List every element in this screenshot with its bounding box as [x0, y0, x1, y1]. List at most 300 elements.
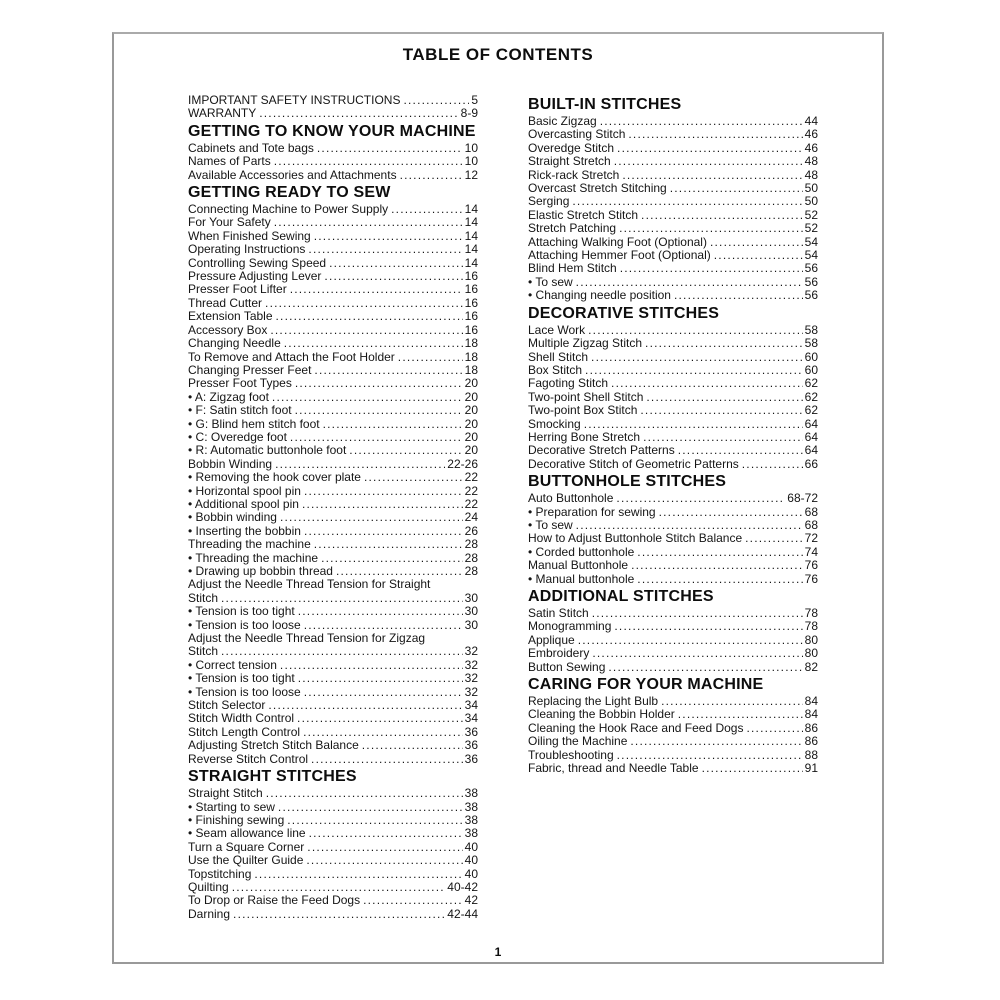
toc-entry: [188, 498, 478, 511]
toc-entry-page-number: 38: [464, 786, 478, 801]
toc-entry-page-number: 20: [464, 389, 478, 404]
toc-entry-page-number: 64: [804, 443, 818, 458]
toc-entry-page-number: 38: [464, 826, 478, 841]
dot-leader: [742, 458, 803, 471]
dot-leader: [614, 620, 802, 633]
toc-entry: [528, 607, 818, 620]
toc-entry-page-number: 80: [804, 646, 818, 661]
toc-entry-label: Overedge Stitch: [528, 140, 615, 155]
dot-leader: [592, 647, 802, 660]
toc-entry-page-number: 82: [804, 659, 818, 674]
toc-entry: [528, 209, 818, 222]
toc-entry: [528, 377, 818, 390]
toc-entry-page-number: 76: [804, 571, 818, 586]
toc-entry-label: Changing Presser Feet: [188, 362, 312, 377]
toc-entry: [528, 364, 818, 377]
dot-leader: [619, 222, 803, 235]
toc-entry-label: Straight Stitch: [188, 786, 263, 801]
dot-leader: [702, 762, 803, 775]
toc-entry-label: Stitch: [188, 644, 219, 659]
toc-entry-page-number: 42-44: [447, 906, 478, 921]
toc-entry-label: Satin Stitch: [528, 606, 589, 620]
toc-entry: [528, 444, 818, 457]
toc-entry-page-number: 60: [804, 362, 818, 377]
toc-entry-page-number: 18: [464, 349, 478, 364]
toc-entry-page-number: 68-72: [787, 491, 818, 506]
toc-entry-label: Adjust the Needle Thread Tension for Zigzag: [188, 631, 426, 646]
toc-columns: [114, 94, 882, 921]
toc-entry-label: Monogramming: [528, 619, 612, 634]
dot-leader: [232, 881, 446, 894]
toc-entry: [188, 632, 478, 645]
toc-entry: [528, 289, 818, 302]
toc-entry-label: • Tension is too loose: [188, 617, 301, 632]
dot-leader: [714, 249, 803, 262]
dot-leader: [304, 485, 463, 498]
dot-leader: [646, 391, 802, 404]
toc-entry-label: Stretch Patching: [528, 221, 617, 236]
toc-entry-page-number: 60: [804, 349, 818, 364]
toc-entry-label: Presser Foot Types: [188, 376, 292, 391]
toc-entry-label: Thread Cutter: [188, 295, 263, 310]
toc-entry: [188, 310, 478, 323]
toc-entry-page-number: 68: [804, 517, 818, 532]
dot-leader: [284, 337, 463, 350]
toc-entry: [188, 814, 478, 827]
toc-entry: [528, 337, 818, 350]
toc-entry-page-number: 14: [464, 202, 478, 217]
toc-entry: [528, 155, 818, 168]
toc-column-left: [188, 94, 478, 921]
toc-entry-label: Cleaning the Hook Race and Feed Dogs: [528, 720, 744, 735]
dot-leader: [585, 364, 803, 377]
toc-entry-label: Stitch Length Control: [188, 724, 301, 739]
toc-entry: [188, 552, 478, 565]
toc-entry: [528, 559, 818, 572]
toc-entry-page-number: 14: [464, 228, 478, 243]
toc-entry: [528, 708, 818, 721]
dot-leader: [584, 418, 803, 431]
toc-entry-label: Fagoting Stitch: [528, 376, 609, 391]
toc-entry-label: IMPORTANT SAFETY INSTRUCTIONS: [188, 93, 401, 107]
toc-entry: [528, 115, 818, 128]
dot-leader: [637, 573, 802, 586]
toc-entry-page-number: 78: [804, 606, 818, 620]
toc-entry: [188, 753, 478, 766]
toc-section-heading: DECORATIVE STITCHES: [528, 304, 720, 322]
dot-leader: [280, 659, 463, 672]
toc-section-heading: GETTING READY TO SEW: [188, 184, 391, 202]
page-title: TABLE OF CONTENTS: [402, 45, 594, 64]
dot-leader: [274, 155, 463, 168]
dot-leader: [622, 169, 802, 182]
toc-entry: [188, 431, 478, 444]
toc-entry: [188, 458, 478, 471]
dot-leader: [576, 519, 803, 532]
toc-entry-label: Shell Stitch: [528, 349, 589, 364]
toc-entry-label: Multiple Zigzag Stitch: [528, 336, 643, 351]
toc-entry-label: • Tension is too loose: [188, 684, 301, 699]
toc-entry: [188, 726, 478, 739]
dot-leader: [290, 431, 463, 444]
toc-entry: [188, 645, 478, 658]
toc-entry-page-number: 68: [804, 504, 818, 519]
footer-page-number: 1: [494, 945, 502, 959]
toc-entry: [188, 659, 478, 672]
dot-leader: [637, 546, 802, 559]
toc-entry-label: • C: Overedge foot: [188, 429, 287, 444]
toc-entry: [188, 712, 478, 725]
toc-entry: [528, 749, 818, 762]
dot-leader: [643, 431, 803, 444]
dot-leader: [314, 364, 462, 377]
toc-entry: [528, 695, 818, 708]
toc-entry: [528, 722, 818, 735]
toc-entry: [528, 735, 818, 748]
dot-leader: [254, 868, 462, 881]
dot-leader: [317, 142, 463, 155]
toc-entry-label: Available Accessories and Attachments: [188, 167, 397, 182]
toc-entry-label: Stitch: [188, 590, 219, 605]
toc-entry-page-number: 52: [804, 221, 818, 236]
toc-entry-page-number: 54: [804, 248, 818, 263]
toc-entry-label: Decorative Stitch of Geometric Patterns: [528, 456, 739, 471]
toc-entry: [188, 324, 478, 337]
toc-entry: [188, 699, 478, 712]
toc-entry-label: When Finished Sewing: [188, 228, 311, 243]
toc-entry-page-number: 8-9: [460, 106, 478, 121]
toc-entry: [188, 672, 478, 685]
toc-entry: [188, 364, 478, 377]
toc-entry-label: Topstitching: [188, 866, 252, 881]
dot-leader: [670, 182, 803, 195]
dot-leader: [620, 262, 803, 275]
toc-entry-page-number: 38: [464, 812, 478, 827]
toc-entry: [528, 661, 818, 674]
toc-entry: [188, 485, 478, 498]
toc-entry-label: Overcasting Stitch: [528, 127, 626, 142]
toc-entry-label: • Correct tension: [188, 657, 277, 672]
dot-leader: [617, 142, 803, 155]
toc-entry-label: For Your Safety: [188, 215, 271, 230]
toc-entry-label: Oiling the Machine: [528, 734, 628, 749]
toc-entry-label: Changing Needle: [188, 336, 281, 351]
toc-entry-label: Adjust the Needle Thread Tension for Straight: [188, 577, 431, 592]
toc-entry-page-number: 14: [464, 215, 478, 230]
toc-entry-page-number: 36: [464, 751, 478, 766]
dot-leader: [659, 506, 803, 519]
toc-entry-page-number: 5: [471, 93, 478, 107]
toc-entry-label: Cabinets and Tote bags: [188, 140, 314, 155]
toc-entry-page-number: 46: [804, 140, 818, 155]
toc-entry-label: Smocking: [528, 416, 581, 431]
toc-entry-label: Use the Quilter Guide: [188, 853, 304, 868]
toc-entry: [188, 827, 478, 840]
toc-entry-page-number: 84: [804, 707, 818, 722]
toc-entry-label: Overcast Stretch Stitching: [528, 181, 667, 196]
toc-entry-page-number: 16: [464, 322, 478, 337]
dot-leader: [221, 645, 463, 658]
toc-entry: [188, 444, 478, 457]
toc-entry-label: Elastic Stretch Stitch: [528, 207, 639, 222]
toc-entry-page-number: 20: [464, 376, 478, 391]
dot-leader: [678, 708, 803, 721]
toc-entry-page-number: 30: [464, 604, 478, 619]
toc-entry: [528, 546, 818, 559]
dot-leader: [576, 276, 803, 289]
toc-entry-label: How to Adjust Buttonhole Stitch Balance: [528, 531, 743, 546]
toc-entry-page-number: 36: [464, 738, 478, 753]
toc-entry: [528, 169, 818, 182]
toc-entry-page-number: 62: [804, 403, 818, 418]
dot-leader: [324, 270, 462, 283]
dot-leader: [304, 525, 463, 538]
dot-leader: [362, 739, 463, 752]
toc-entry-page-number: 32: [464, 644, 478, 659]
toc-entry-label: • Threading the machine: [188, 550, 319, 565]
toc-entry: [188, 418, 478, 431]
dot-leader: [276, 310, 463, 323]
toc-entry-label: Cleaning the Bobbin Holder: [528, 707, 675, 722]
toc-entry-page-number: 50: [804, 194, 818, 209]
toc-entry-label: Threading the machine: [188, 537, 311, 552]
dot-leader: [398, 351, 463, 364]
dot-leader: [572, 195, 802, 208]
dot-leader: [617, 749, 803, 762]
toc-entry-page-number: 48: [804, 167, 818, 182]
toc-entry-page-number: 46: [804, 127, 818, 142]
toc-entry: [188, 854, 478, 867]
toc-entry: [528, 573, 818, 586]
toc-entry-page-number: 18: [464, 362, 478, 377]
toc-entry: [188, 525, 478, 538]
toc-entry-label: Embroidery: [528, 646, 590, 661]
toc-entry-page-number: 42: [464, 893, 478, 908]
dot-leader: [349, 444, 462, 457]
dot-leader: [274, 216, 463, 229]
toc-section-heading: ADDITIONAL STITCHES: [528, 588, 714, 605]
toc-entry-page-number: 16: [464, 282, 478, 297]
toc-entry-page-number: 20: [464, 403, 478, 418]
dot-leader: [640, 404, 802, 417]
toc-entry-page-number: 34: [464, 711, 478, 726]
dot-leader: [275, 458, 445, 471]
toc-entry: [188, 605, 478, 618]
dot-leader: [306, 854, 462, 867]
toc-entry-page-number: 28: [464, 537, 478, 552]
toc-entry-page-number: 64: [804, 416, 818, 431]
dot-leader: [628, 128, 802, 141]
toc-entry: [528, 458, 818, 471]
dot-leader: [280, 511, 463, 524]
toc-entry-label: Controlling Sewing Speed: [188, 255, 327, 270]
toc-entry: [188, 881, 478, 894]
toc-entry-page-number: 84: [804, 694, 818, 709]
toc-entry: [188, 619, 478, 632]
toc-entry: [528, 324, 818, 337]
toc-entry-label: Reverse Stitch Control: [188, 751, 309, 766]
toc-entry: [188, 270, 478, 283]
toc-entry-label: • R: Automatic buttonhole foot: [188, 443, 347, 458]
dot-leader: [323, 418, 463, 431]
toc-entry-page-number: 66: [804, 456, 818, 471]
toc-entry-label: Fabric, thread and Needle Table: [528, 761, 699, 776]
toc-entry-page-number: 24: [464, 510, 478, 525]
toc-entry-label: Adjusting Stretch Stitch Balance: [188, 738, 359, 753]
toc-entry-label: • To sew: [528, 517, 573, 532]
dot-leader: [614, 155, 803, 168]
dot-leader: [674, 289, 803, 302]
toc-entry-page-number: 22-26: [447, 456, 478, 471]
dot-leader: [295, 377, 463, 390]
toc-entry-label: Manual Buttonhole: [528, 558, 629, 573]
toc-entry-page-number: 34: [464, 698, 478, 713]
toc-entry-label: • Preparation for sewing: [528, 504, 656, 519]
toc-entry-page-number: 72: [804, 531, 818, 546]
toc-entry-label: Two-point Shell Stitch: [528, 389, 644, 404]
dot-leader: [391, 203, 463, 216]
toc-entry-page-number: 16: [464, 295, 478, 310]
toc-entry-label: Button Sewing: [528, 659, 606, 674]
toc-entry: [188, 841, 478, 854]
dot-leader: [745, 532, 803, 545]
toc-entry-page-number: 20: [464, 416, 478, 431]
dot-leader: [302, 498, 463, 511]
dot-leader: [311, 753, 463, 766]
dot-leader: [314, 230, 463, 243]
toc-entry-page-number: 88: [804, 747, 818, 762]
dot-leader: [265, 297, 463, 310]
toc-entry-label: Extension Table: [188, 309, 273, 324]
toc-entry: [188, 686, 478, 699]
dot-leader: [221, 592, 463, 605]
toc-entry: [188, 257, 478, 270]
dot-leader: [678, 444, 803, 457]
toc-entry-label: Stitch Selector: [188, 698, 266, 713]
toc-entry-label: Lace Work: [528, 322, 586, 337]
toc-entry-page-number: 32: [464, 657, 478, 672]
toc-entry: [188, 351, 478, 364]
toc-entry-label: • G: Blind hem stitch foot: [188, 416, 320, 431]
toc-entry-page-number: 30: [464, 617, 478, 632]
toc-entry-label: Bobbin Winding: [188, 456, 273, 471]
toc-entry-page-number: 56: [804, 274, 818, 289]
toc-entry-label: Accessory Box: [188, 322, 268, 337]
toc-entry: [188, 297, 478, 310]
toc-entry-page-number: 20: [464, 443, 478, 458]
toc-entry-label: Replacing the Light Bulb: [528, 694, 659, 709]
dot-leader: [363, 894, 463, 907]
dot-leader: [645, 337, 803, 350]
toc-entry-page-number: 76: [804, 558, 818, 573]
toc-entry: [188, 511, 478, 524]
toc-entry: [528, 128, 818, 141]
toc-entry-page-number: 14: [464, 255, 478, 270]
toc-entry: [528, 195, 818, 208]
dot-leader: [298, 605, 463, 618]
toc-entry-label: • F: Satin stitch foot: [188, 403, 292, 418]
toc-entry: [188, 894, 478, 907]
toc-entry: [528, 634, 818, 647]
toc-entry: [528, 391, 818, 404]
toc-entry-page-number: 86: [804, 734, 818, 749]
toc-entry: [528, 262, 818, 275]
toc-entry: [188, 337, 478, 350]
toc-entry-page-number: 22: [464, 496, 478, 511]
toc-entry-label: Auto Buttonhole: [528, 491, 614, 506]
dot-leader: [297, 712, 463, 725]
toc-entry-page-number: 78: [804, 619, 818, 634]
toc-entry: [188, 578, 478, 591]
toc-section-heading: BUTTONHOLE STITCHES: [528, 473, 727, 491]
toc-entry-label: • Drawing up bobbin thread: [188, 564, 333, 578]
toc-entry-label: • A: Zigzag foot: [188, 389, 269, 404]
toc-entry: [528, 222, 818, 235]
toc-section-heading: BUILT-IN STITCHES: [528, 96, 682, 113]
dot-leader: [616, 492, 785, 505]
toc-entry: [528, 647, 818, 660]
toc-entry: [188, 155, 478, 168]
dot-leader: [630, 735, 802, 748]
dot-leader: [631, 559, 803, 572]
toc-entry-page-number: 40: [464, 853, 478, 868]
toc-entry-page-number: 58: [804, 336, 818, 351]
toc-entry: [188, 230, 478, 243]
toc-entry-label: • Horizontal spool pin: [188, 483, 301, 498]
toc-entry-label: Applique: [528, 632, 575, 647]
toc-entry-label: Serging: [528, 194, 570, 209]
toc-entry-page-number: 36: [464, 724, 478, 739]
toc-entry: [188, 169, 478, 182]
toc-entry: [188, 142, 478, 155]
dot-leader: [403, 94, 469, 107]
toc-entry-label: • Bobbin winding: [188, 510, 277, 525]
toc-entry-page-number: 20: [464, 429, 478, 444]
dot-leader: [588, 324, 803, 337]
toc-entry-page-number: 16: [464, 269, 478, 284]
dot-leader: [321, 552, 463, 565]
toc-entry-page-number: 62: [804, 389, 818, 404]
toc-entry-label: Straight Stretch: [528, 154, 611, 169]
toc-entry-label: Attaching Hemmer Foot (Optional): [528, 248, 711, 263]
toc-entry-label: Darning: [188, 906, 231, 921]
toc-entry-label: • Tension is too tight: [188, 604, 295, 619]
toc-entry-page-number: 10: [464, 154, 478, 169]
toc-entry-label: Operating Instructions: [188, 242, 306, 257]
toc-entry-label: • Additional spool pin: [188, 496, 299, 511]
toc-entry-label: • Manual buttonhole: [528, 571, 635, 586]
toc-entry-label: Rick-rack Stretch: [528, 167, 620, 182]
dot-leader: [298, 672, 463, 685]
toc-entry-label: Blind Hem Stitch: [528, 261, 617, 276]
toc-entry: [528, 431, 818, 444]
toc-entry: [528, 142, 818, 155]
toc-entry-page-number: 64: [804, 429, 818, 444]
toc-entry-page-number: 50: [804, 181, 818, 196]
toc-entry: [188, 565, 478, 578]
toc-entry-page-number: 28: [464, 564, 478, 578]
toc-entry-page-number: 56: [804, 261, 818, 276]
toc-entry: [188, 538, 478, 551]
dot-leader: [307, 841, 462, 854]
toc-entry-page-number: 26: [464, 523, 478, 538]
toc-entry-page-number: 14: [464, 242, 478, 257]
toc-entry-label: Turn a Square Corner: [188, 839, 305, 854]
toc-entry-page-number: 28: [464, 550, 478, 565]
toc-entry: [528, 236, 818, 249]
toc-entry-label: Decorative Stretch Patterns: [528, 443, 675, 458]
toc-entry: [528, 762, 818, 775]
